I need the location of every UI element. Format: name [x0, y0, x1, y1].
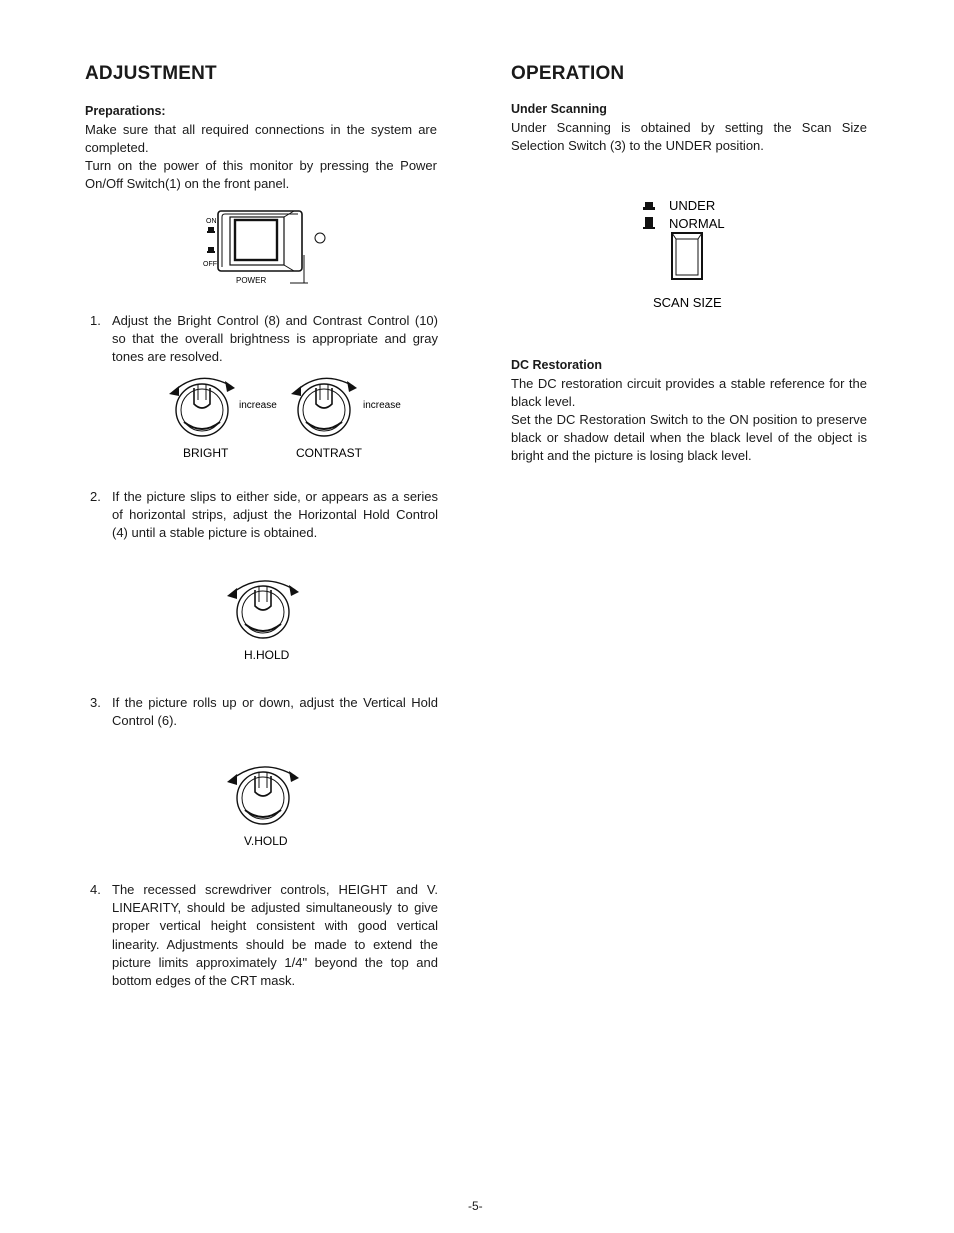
step-2: [90, 488, 438, 543]
under-label: UNDER: [669, 198, 716, 213]
step-3: [90, 694, 438, 730]
contrast-knob-icon: [291, 378, 357, 436]
power-off-label: OFF: [203, 261, 217, 268]
step-1-text: Adjust the Bright Control (8) and Contrast Control (10) so that the overall brightness is appropriate and gray tones are resolved.: [112, 313, 438, 365]
vhold-knob-icon: [227, 767, 299, 824]
dc-restoration-paragraph-2: Set the DC Restoration Switch to the ON position to preserve black or shadow detail when the black level of the object is bright and the picture is losing black level.: [511, 412, 867, 464]
step-1-number: 1.: [90, 313, 101, 328]
bright-increase-label: increase: [239, 400, 277, 411]
step-4-text: The recessed screwdriver controls, HEIGHT and V. LINEARITY, should be adjusted simultaneously to give proper vertical height consistent with good vertical linearity. Adjustments should be made to extend the picture limits approximately 1/4" beyond the top and bottom edges of the CRT mask.: [112, 882, 438, 989]
power-label: POWER: [236, 276, 267, 285]
step-3-text: If the picture rolls up or down, adjust the Vertical Hold Control (6).: [112, 695, 438, 729]
contrast-label: CONTRAST: [296, 446, 362, 460]
scan-size-label: SCAN SIZE: [653, 295, 722, 310]
dc-restoration-paragraph-1: The DC restoration circuit provides a stable reference for the black level.: [511, 376, 867, 410]
preparations-paragraph-2: Turn on the power of this monitor by pressing the Power On/Off Switch(1) on the front panel.: [85, 158, 437, 192]
normal-position-icon: [643, 217, 655, 229]
under-scanning-paragraph: Under Scanning is obtained by setting the Scan Size Selection Switch (3) to the UNDER position.: [511, 120, 867, 154]
step-4: [90, 881, 438, 990]
preparations-heading: Preparations:: [85, 104, 166, 118]
under-scanning-heading: Under Scanning: [511, 102, 607, 116]
dc-restoration-heading: DC Restoration: [511, 358, 602, 372]
bright-label: BRIGHT: [183, 446, 229, 460]
contrast-increase-label: increase: [363, 400, 401, 411]
bright-contrast-figure: [165, 364, 425, 464]
operation-title: OPERATION: [511, 63, 625, 84]
power-switch-figure: [200, 205, 330, 290]
page-number: -5-: [468, 1199, 483, 1213]
preparations-paragraph-1: Make sure that all required connections in the system are completed.: [85, 122, 437, 156]
under-position-icon: [643, 202, 655, 210]
step-1: [90, 312, 438, 367]
adjustment-title: ADJUSTMENT: [85, 63, 217, 84]
vhold-label: V.HOLD: [244, 834, 288, 848]
step-4-number: 4.: [90, 882, 101, 897]
step-2-text: If the picture slips to either side, or appears as a series of horizontal strips, adjust the Horizontal Hold Control (4) until a stable picture is obtained.: [112, 489, 438, 541]
bright-knob-icon: [169, 378, 235, 436]
hhold-label: H.HOLD: [244, 648, 290, 662]
hhold-knob-icon: [227, 581, 299, 638]
scan-size-figure: [639, 193, 749, 311]
normal-label: NORMAL: [669, 216, 725, 231]
step-2-number: 2.: [90, 489, 101, 504]
scan-size-switch-icon: [672, 233, 702, 279]
power-on-label: ON: [206, 218, 217, 225]
hhold-figure: [221, 572, 311, 664]
vhold-figure: [221, 758, 311, 850]
step-3-number: 3.: [90, 695, 101, 710]
